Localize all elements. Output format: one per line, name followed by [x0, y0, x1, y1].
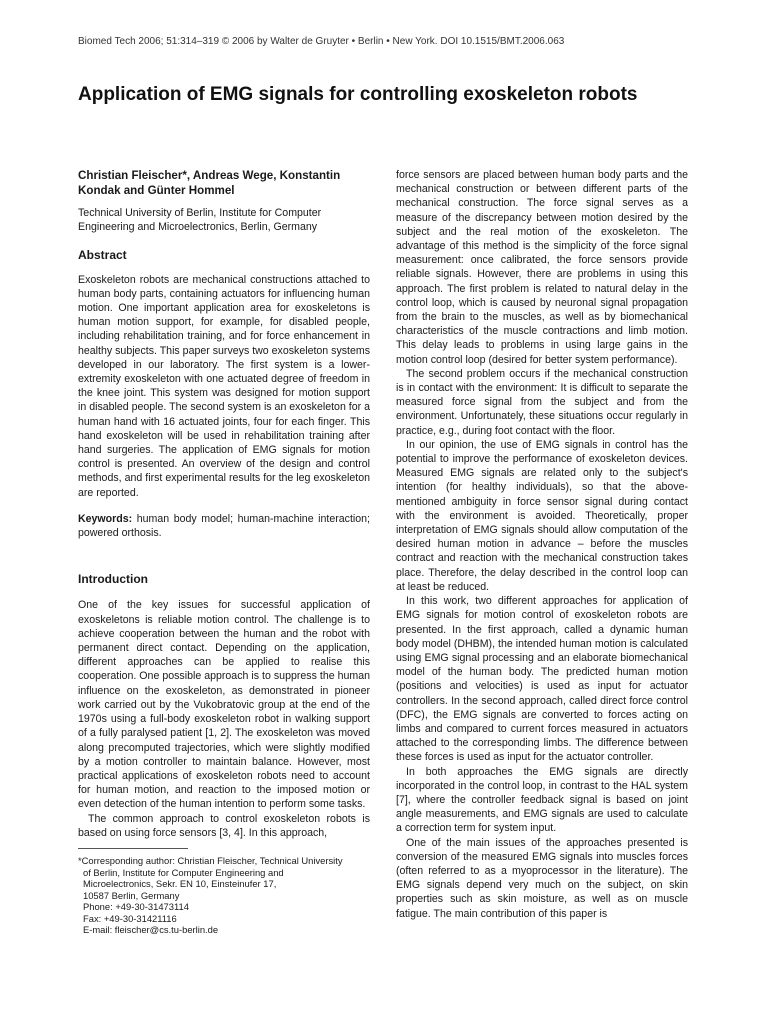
body-paragraph: force sensors are placed between human body parts and the mechanical construction or between different parts of the mechanical construction. The force signal serves as a measure of the discrepancy between motion desired by the subject and the real motion of the exoskeleton. The advantage of this method is the simplicity of the force signal measurement: once calibrated, the force sensors provide reliable signals. However, there are problems in using this approach. The first problem is related to natural delay in the control loop, which is caused by neuronal signal propagation from the brain to the muscles, as well as by biomechanical characteristics of the muscle contractions and limb motion. This delay leads to problems in using large gains in the motion control loop (desired for better system performance).: [396, 169, 688, 366]
footnote-phone: Phone: +49-30-31473114: [83, 901, 189, 913]
keywords-label: Keywords:: [78, 512, 133, 525]
footnote-email: E-mail: fleischer@cs.tu-berlin.de: [83, 924, 219, 936]
body-paragraph: In this work, two different approaches for application of EMG signals for motion control of exoskeleton robots are presented. In the first approach, called a dynamic human body model (DHBM), the intended human motion is calculated using EMG signal processing and an elaborate biomechanical model of the human body. The predicted human motion (positions and velocities) is used as input for actuator controllers. In the second approach, called direct force control (DFC), the EMG signals are converted to forces acting on limbs and compared to current forces measured in actuators attached to the corresponding limbs. The difference between these forces is used as input for the actuator controller.: [396, 595, 688, 764]
keywords-text: human body model; human-machine interaction; powered orthosis.: [78, 512, 370, 540]
body-paragraph: One of the main issues of the approaches presented is conversion of the measured EMG signals into muscles forces (often referred to as a myoprocessor in the literature). The EMG signals depend very much on the subject, on skin properties such as skin moisture, as well as on muscle fatigue. The main contribution of this paper is: [396, 836, 688, 920]
footnote-line: 10587 Berlin, Germany: [83, 889, 180, 901]
running-head: Biomed Tech 2006; 51:314–319 © 2006 by Walter de Gruyter • Berlin • New York. DOI 10.1515/BMT.2006.063: [78, 36, 565, 47]
footnote-divider: [78, 848, 188, 849]
left-column: [78, 168, 370, 936]
intro-paragraph: The common approach to control exoskeleton robots is based on using force sensors [3, 4]. In this approach,: [78, 812, 370, 839]
footnote-line: of Berlin, Institute for Computer Engineering and: [83, 866, 284, 878]
footnote-fax: Fax: +49-30-31421116: [83, 912, 177, 924]
footnote-line: *Corresponding author: Christian Fleischer, Technical University: [78, 854, 343, 866]
footnote: [78, 855, 370, 936]
abstract-text: Exoskeleton robots are mechanical constructions attached to human body parts, containing actuators for influencing human motion. One important application area for exoskeletons is human motion support, for example, for disabled people, including rehabilitation training, and for force enhancement in healthy subjects. This paper surveys two exoskeleton systems developed in our laboratory. The first system is a lower-extremity exoskeleton with one actuated degree of freedom in the knee joint. This system was designed for motion support in disabled people. The second system is an exoskeleton for a human hand with 16 actuated joints, four for each finger. This hand exoskeleton will be used in rehabilitation training after hand surgeries. The application of EMG signals for motion control is presented. An overview of the design and control methods, and first experimental results for the leg exoskeleton are reported.: [78, 273, 370, 499]
footnote-line: Microelectronics, Sekr. EN 10, Einsteinufer 17,: [83, 878, 277, 890]
affiliation: Technical University of Berlin, Institute for Computer Engineering and Microelectronics, Berlin, Germany: [78, 207, 322, 234]
body-paragraph: In our opinion, the use of EMG signals in control has the potential to improve the performance of exoskeleton devices. Measured EMG signals are related only to the subject's intention (for healthy individuals), so that the above-mentioned ambiguity in force sensor signal during contact with the environment is avoided. Theoretically, proper interpretation of EMG signals should allow computation of the desired human motion in advance – before the muscles contract and reaction with the mechanical construction takes place. Therefore, the delay described in the control loop can at least be reduced.: [396, 438, 688, 593]
intro-paragraph: One of the key issues for successful application of exoskeletons is reliable motion control. The challenge is to achieve cooperation between the human and the robot with permanent direct contact. Depending on the application, different approaches can be applied to realise this cooperation. One possible approach is to suppress the human influence on the exoskeleton, as demonstrated in pioneer work carried out by the Vukobratovic group at the end of the 1970s using a full-body exoskeleton robot in walking support of a fully paralysed patient [1, 2]. The exoskeleton was moved along precomputed trajectories, which were slightly modified by a motion controller to maintain balance. However, most practical applications of exoskeleton robots need to account for human motion, and reaction to the imposed motion or even detection of the human intention to perform some tasks.: [78, 599, 370, 811]
keywords: [78, 512, 370, 540]
abstract-heading: Abstract: [78, 248, 127, 263]
body-paragraph: The second problem occurs if the mechanical construction is in contact with the environment: It is difficult to separate the measured force signal from the subject and from the environment. Unfortunately, these situations occur regularly in practice, e.g., during foot contact with the floor.: [396, 367, 688, 437]
author-list: Christian Fleischer*, Andreas Wege, Konstantin Kondak and Günter Hommel: [78, 169, 341, 197]
introduction-heading: Introduction: [78, 572, 148, 587]
paper-title: Application of EMG signals for controlling exoskeleton robots: [78, 84, 638, 105]
right-column: [396, 168, 688, 921]
body-paragraph: In both approaches the EMG signals are directly incorporated in the control loop, in contrast to the HAL system [7], where the controller feedback signal is based on joint angle measurements, and EMG signals are used to calculate a correction term for system input.: [396, 765, 688, 835]
